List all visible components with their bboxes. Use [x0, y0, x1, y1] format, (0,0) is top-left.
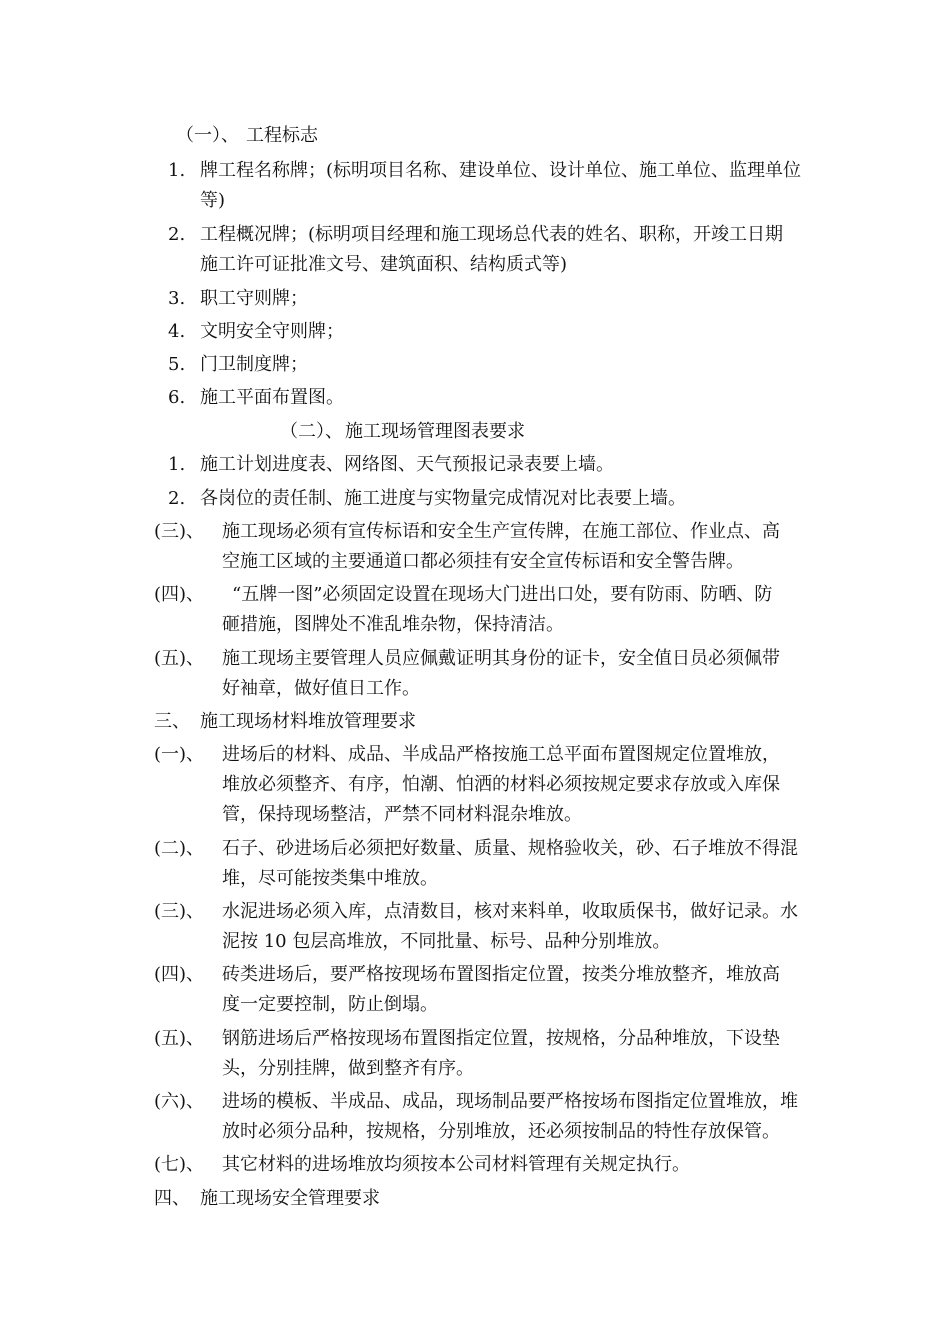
section3-title: 施工现场材料堆放管理要求	[200, 711, 416, 732]
document-page: （一）、 工程标志 1. 牌工程名称牌；(标明项目名称、建设单位、设计单位、施工单位、监理单位 等) 2. 工程概况牌；(标明项目经理和施工现场总代表的姓名、职称，开竣工日期 施工许可证批准文号、建筑面积、结构质式等) 3. 职工守则牌； 4. 文明安全守则牌； 5. 门卫制度牌； 6. 施工平面布置图。 （二）、 施工现场管理图表要求 1. 施工计划进度表、网络图、天气预报记录表要上墙。 2. 各岗位的责任制、施工进度与实物量完成情况对比表要上墙。 (三)、 施工现场必须有宣传标语和安全生产宣传牌，在施工部位、作业点、高 空施工区域的主要通道口都必须挂有安全宣传标语和安全警告牌。 (四)、 “五牌一图”必须固定设置在现场大门进出口处，要有防雨、防晒、防 砸措施，图牌处不准乱堆杂物，保持清洁。 (五)、 施工现场主要管理人员应佩戴证明其身份的证卡，安全值日员必须佩带 好袖章，做好值日工作。 三、 施工现场材料堆放管理要求 (一)、 进场后的材料、成品、半成品严格按施工总平面布置图规定位置堆放， 堆放必须整齐、有序，怕潮、怕洒的材料必须按规定要求存放或入库保 管，保持现场整洁，严禁不同材料混杂堆放。 (二)、 石子、砂进场后必须把好数量、质量、规格验收关，砂、石子堆放不得混 堆，尽可能按类集中堆放。 (三)、 水泥进场必须入库，点清数目，核对来料单，收取质保书，做好记录。水 泥按 10 包层高堆放，不同批量、标号、品种分别堆放。 (四)、 砖类进场后，要严格按现场布置图指定位置，按类分堆放整齐，堆放高 度一定要控制，防止倒塌。 (五)、 钢筋进场后严格按现场布置图指定位置，按规格，分品种堆放，下设垫 头，分别挂牌，做到整齐有序。 (六)、 进场的模板、半成品、成品，现场制品要严格按场布图指定位置堆放，堆 放时必须分品种，按规格，分别堆放，还必须按制品的特性存放保管。 (七)、 其它材料的进场堆放均须按本公司材料管理有关规定执行。 四、 施工现场安全管理要求	[154, 125, 802, 1209]
section2-heading-text: 施工现场管理图表要求	[345, 421, 525, 442]
section3-marker: 三、	[154, 711, 190, 732]
section4-title: 施工现场安全管理要求	[200, 1188, 380, 1209]
section1-heading-marker: （一）、	[176, 125, 239, 146]
section2-heading-marker: （二）、	[280, 421, 343, 442]
section1-heading-text: 工程标志	[246, 125, 318, 146]
section4-marker: 四、	[154, 1188, 190, 1209]
